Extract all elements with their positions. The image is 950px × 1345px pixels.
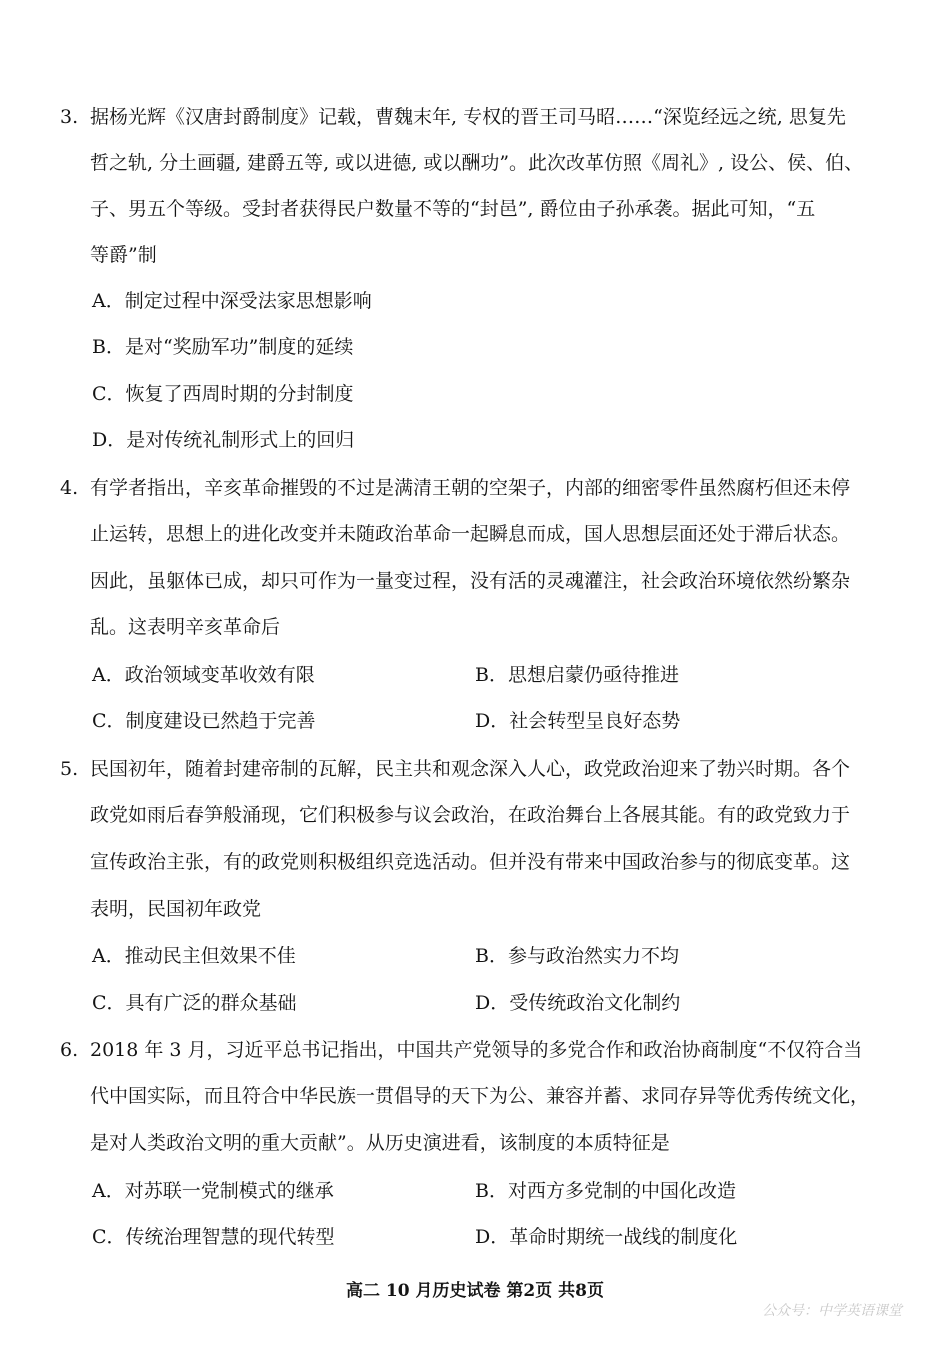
question-stem-line: 等爵”制	[90, 244, 157, 266]
question-stem-line: 民国初年，随着封建帝制的瓦解，民主共和观念深入人心，政党政治迎来了勃兴时期。各个	[90, 758, 851, 780]
option-d[interactable]: D．革命时期统一战线的制度化	[475, 1226, 738, 1248]
question-number: 5.	[60, 758, 79, 780]
option-a[interactable]: A．推动民主但效果不佳	[92, 945, 296, 967]
question-stem-line: 有学者指出，辛亥革命摧毁的不过是满清王朝的空架子，内部的细密零件虽然腐朽但还未停	[90, 477, 851, 499]
option-b[interactable]: B．参与政治然实力不均	[475, 945, 679, 967]
question-stem-line: 哲之轨, 分土画疆, 建爵五等, 或以进德, 或以酬功”。此次改革仿照《周礼》, 设公、侯、伯、	[90, 152, 864, 174]
question-stem-line: 子、男五个等级。受封者获得民户数量不等的“封邑”, 爵位由子孙承袭。据此可知，“五	[90, 198, 816, 220]
question-stem-line: 止运转，思想上的进化改变并未随政治革命一起瞬息而成，国人思想层面还处于滞后状态。	[90, 523, 851, 545]
option-c[interactable]: C．具有广泛的群众基础	[92, 992, 297, 1014]
option-a[interactable]: A．制定过程中深受法家思想影响	[92, 290, 372, 312]
question-stem-line: 据杨光辉《汉唐封爵制度》记载，曹魏末年, 专权的晋王司马昭……“深览经远之统, 思复先	[90, 106, 846, 128]
question-number: 4.	[60, 477, 79, 499]
question-stem-line: 乱。这表明辛亥革命后	[90, 616, 281, 638]
question-number: 6.	[60, 1039, 79, 1061]
watermark: 公众号：中学英语课堂	[762, 1303, 902, 1319]
question-number: 3.	[60, 106, 79, 128]
option-d[interactable]: D．社会转型呈良好态势	[475, 710, 681, 732]
option-c[interactable]: C．传统治理智慧的现代转型	[92, 1226, 335, 1248]
option-b[interactable]: B．对西方多党制的中国化改造	[475, 1180, 736, 1202]
option-a[interactable]: A．政治领域变革收效有限	[92, 664, 315, 686]
option-b[interactable]: B．是对“奖励军功”制度的延续	[92, 336, 354, 358]
question-stem-line: 表明，民国初年政党	[90, 898, 262, 920]
question-stem-line: 政党如雨后春笋般涌现，它们积极参与议会政治，在政治舞台上各展其能。有的政党致力于	[90, 804, 851, 826]
option-d[interactable]: D．受传统政治文化制约	[475, 992, 681, 1014]
question-stem-line: 2018 年 3 月，习近平总书记指出，中国共产党领导的多党合作和政治协商制度“不仅符合当	[90, 1039, 863, 1061]
option-c[interactable]: C．制度建设已然趋于完善	[92, 710, 316, 732]
option-d[interactable]: D．是对传统礼制形式上的回归	[92, 429, 355, 451]
question-stem-line: 代中国实际，而且符合中华民族一贯倡导的天下为公、兼容并蓄、求同存异等优秀传统文化，	[90, 1085, 870, 1107]
page-footer: 高二 10 月历史试卷 第2页 共8页	[346, 1281, 604, 1301]
question-stem-line: 是对人类政治文明的重大贡献”。从历史演进看，该制度的本质特征是	[90, 1132, 670, 1154]
option-c[interactable]: C．恢复了西周时期的分封制度	[92, 383, 354, 405]
option-a[interactable]: A．对苏联一党制模式的继承	[92, 1180, 334, 1202]
question-stem-line: 宣传政治主张，有的政党则积极组织竞选活动。但并没有带来中国政治参与的彻底变革。这	[90, 851, 851, 873]
question-stem-line: 因此，虽躯体已成，却只可作为一量变过程，没有活的灵魂灌注，社会政治环境依然纷繁杂	[90, 570, 851, 592]
option-b[interactable]: B．思想启蒙仍亟待推进	[475, 664, 679, 686]
